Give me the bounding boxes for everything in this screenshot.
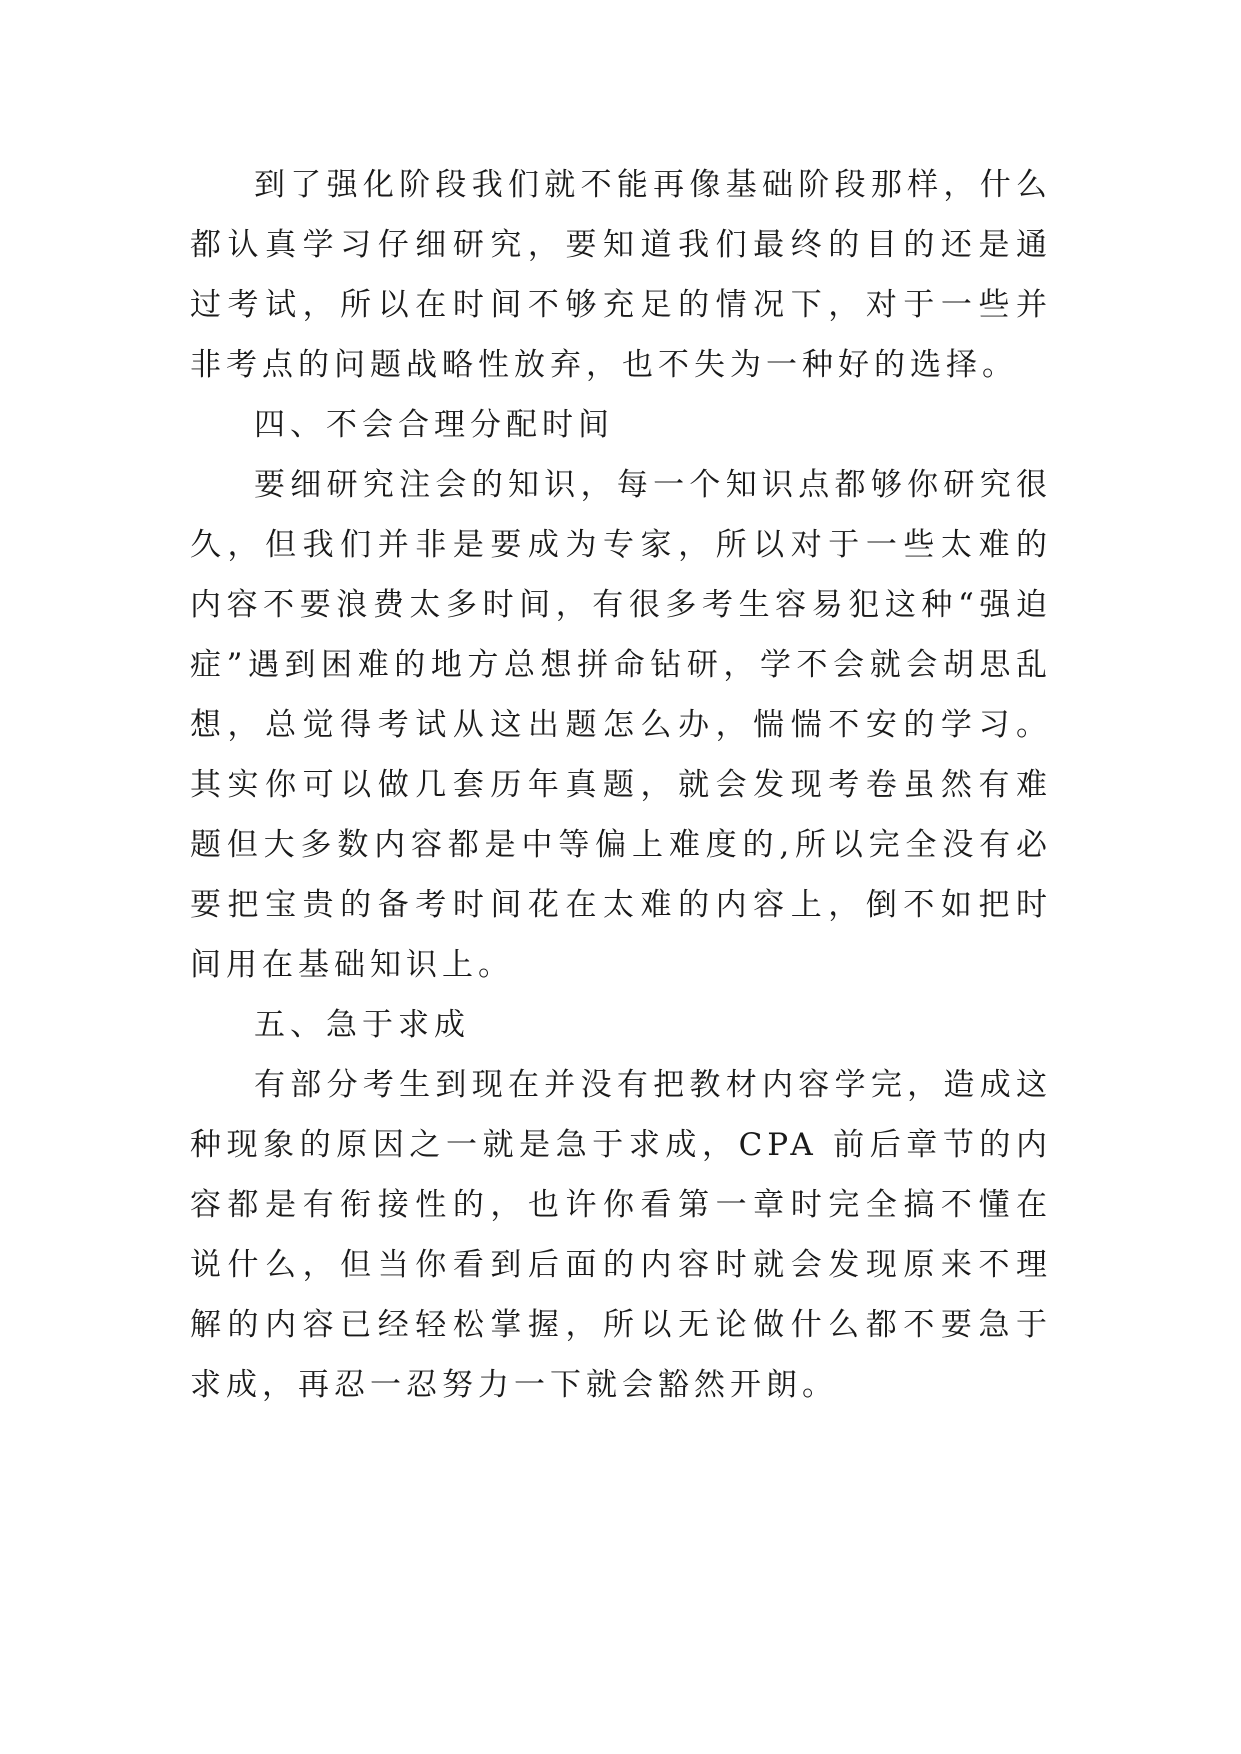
paragraph-strengthening-stage: 到了强化阶段我们就不能再像基础阶段那样，什么都认真学习仔细研究，要知道我们最终的目的还是通过考试，所以在时间不够充足的情况下，对于一些并非考点的问题战略性放弃，也不失为一种好的选择。 (190, 167, 1052, 383)
paragraph-impatience: 有部分考生到现在并没有把教材内容学完，造成这种现象的原因之一就是急于求成，CPA 前后章节的内容都是有衔接性的，也许你看第一章时完全搞不懂在说什么，但当你看到后面的内容时就会发现原来不理解的内容已经轻松掌握，所以无论做什么都不要急于求成，再忍一忍努力一下就会豁然开朗。 (190, 1067, 1052, 1403)
document-body (190, 155, 1052, 1415)
section-heading-impatience: 五、急于求成 (254, 1007, 470, 1043)
section-heading-time-allocation: 四、不会合理分配时间 (254, 407, 614, 443)
paragraph-time-allocation: 要细研究注会的知识，每一个知识点都够你研究很久，但我们并非是要成为专家，所以对于一些太难的内容不要浪费太多时间，有很多考生容易犯这种“强迫症”遇到困难的地方总想拼命钻研，学不会就会胡思乱想，总觉得考试从这出题怎么办，惴惴不安的学习。其实你可以做几套历年真题，就会发现考卷虽然有难题但大多数内容都是中等偏上难度的,所以完全没有必要把宝贵的备考时间花在太难的内容上，倒不如把时间用在基础知识上。 (190, 467, 1052, 983)
